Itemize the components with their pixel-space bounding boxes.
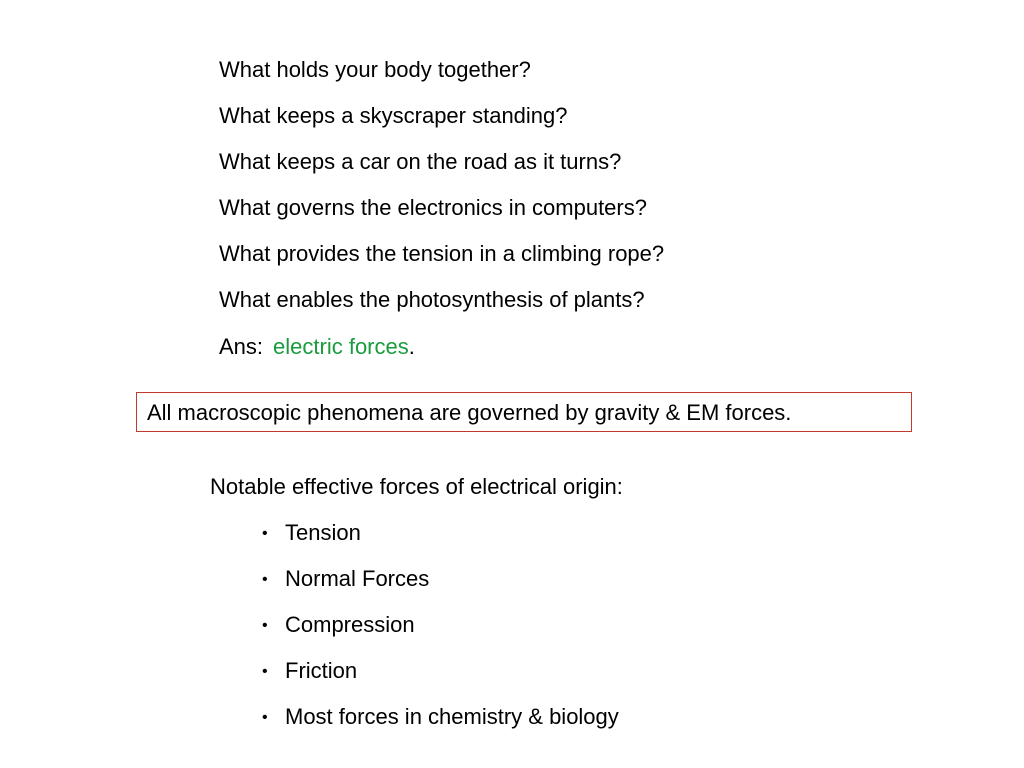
answer-label: Ans:	[219, 334, 264, 359]
force-list-item	[262, 520, 619, 546]
answer-suffix: .	[408, 334, 415, 359]
callout-text: All macroscopic phenomena are governed by gravity & EM forces.	[147, 400, 792, 425]
force-label: Tension	[285, 520, 361, 545]
force-list	[262, 520, 619, 750]
bullet-icon: •	[262, 709, 268, 726]
answer-value: electric forces	[273, 334, 409, 359]
force-list-item	[262, 612, 619, 638]
question-item: What governs the electronics in computers?	[219, 195, 647, 220]
force-list-item	[262, 566, 619, 592]
bullet-icon: •	[262, 617, 268, 634]
callout-box	[136, 392, 912, 432]
force-label: Normal Forces	[285, 566, 430, 591]
answer-line	[219, 334, 415, 360]
force-label: Compression	[285, 612, 415, 637]
question-item: What holds your body together?	[219, 57, 531, 82]
bullet-icon: •	[262, 663, 268, 680]
force-label: Most forces in chemistry & biology	[285, 704, 619, 729]
force-list-item	[262, 704, 619, 730]
question-list	[219, 57, 664, 333]
question-item: What keeps a skyscraper standing?	[219, 103, 568, 128]
bullet-icon: •	[262, 571, 268, 588]
bullet-icon: •	[262, 525, 268, 542]
force-list-item	[262, 658, 619, 684]
question-item: What keeps a car on the road as it turns?	[219, 149, 622, 174]
question-item: What provides the tension in a climbing rope?	[219, 241, 665, 266]
question-item: What enables the photosynthesis of plants?	[219, 287, 645, 312]
notable-heading: Notable effective forces of electrical origin:	[210, 474, 623, 499]
force-label: Friction	[285, 658, 358, 683]
